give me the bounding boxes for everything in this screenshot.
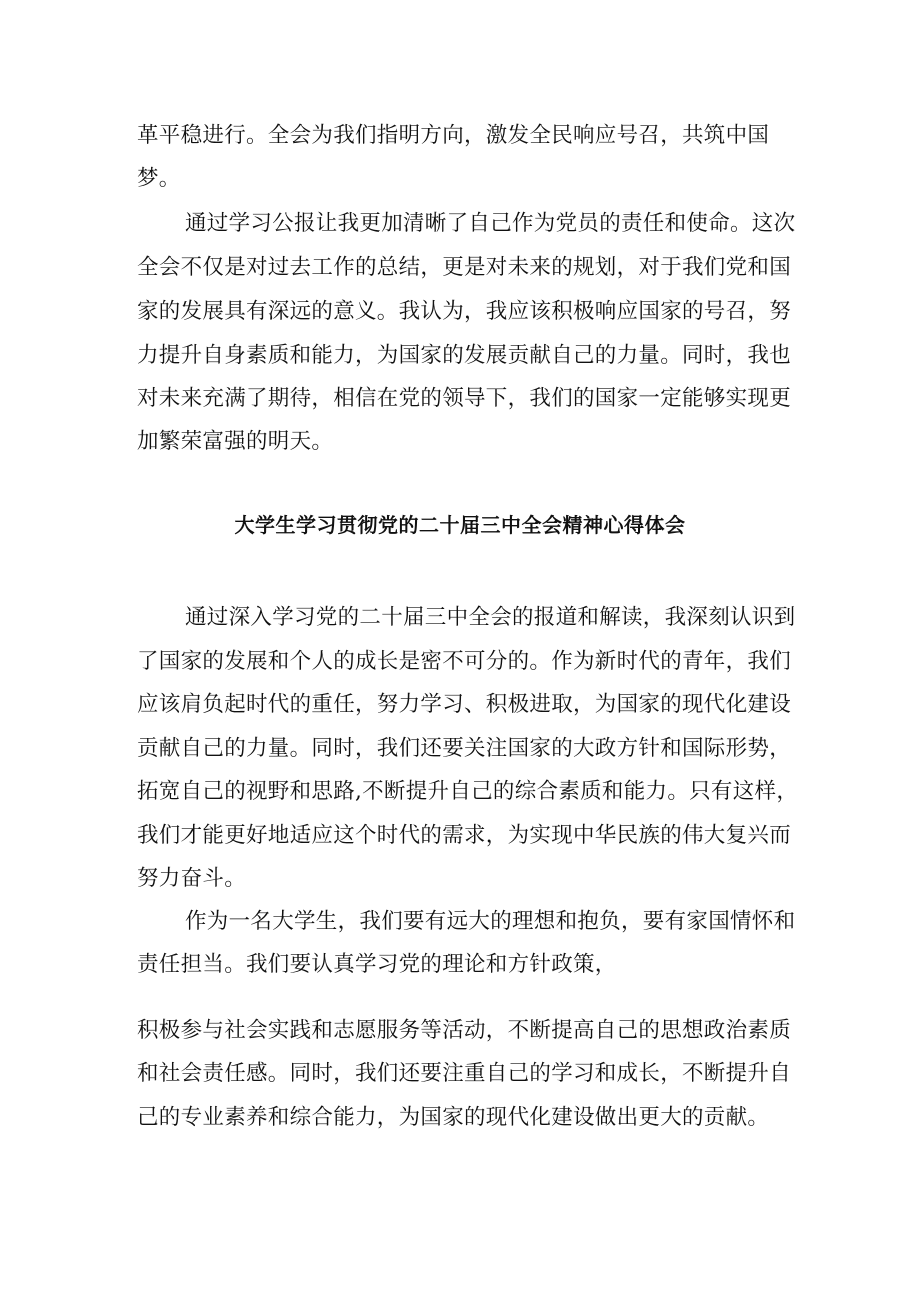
- paragraph-line: 加繁荣富强的明天。: [137, 429, 334, 454]
- paragraph-line: 应该肩负起时代的重任，努力学习、积极进取，为国家的现代化建设: [137, 692, 792, 717]
- paragraph-line: 对未来充满了期待，相信在党的领导下，我们的国家一定能够实现更: [137, 386, 792, 411]
- paragraph-line: 己的专业素养和综合能力，为国家的现代化建设做出更大的贡献。: [137, 1105, 770, 1130]
- paragraph-line: 和社会责任感。同时，我们还要注重自己的学习和成长，不断提升自: [137, 1061, 792, 1086]
- paragraph-line: 力提升自身素质和能力，为国家的发展贡献自己的力量。同时，我也: [137, 343, 792, 368]
- paragraph-line: 我们才能更好地适应这个时代的需求，为实现中华民族的伟大复兴而: [137, 823, 792, 848]
- paragraph-line: 拓宽自己的视野和思路,不断提升自己的综合素质和能力。只有这样，: [137, 779, 799, 804]
- paragraph-line: 作为一名大学生，我们要有远大的理想和抱负，要有家国情怀和: [185, 909, 796, 934]
- paragraph-line: 通过深入学习党的二十届三中全会的报道和解读，我深刻认识到: [185, 605, 796, 630]
- paragraph-line: 革平稳进行。全会为我们指明方向，激发全民响应号召，共筑中国: [137, 123, 770, 148]
- paragraph-line: 贡献自己的力量。同时，我们还要关注国家的大政方针和国际形势，: [137, 736, 792, 761]
- section-heading: 大学生学习贯彻党的二十届三中全会精神心得体会: [234, 513, 686, 537]
- paragraph-line: 积极参与社会实践和志愿服务等活动，不断提高自己的思想政治素质: [137, 1018, 792, 1043]
- paragraph-line: 梦。: [137, 166, 181, 191]
- paragraph-line: 努力奋斗。: [137, 866, 247, 891]
- paragraph-line: 责任担当。我们要认真学习党的理论和方针政策，: [137, 952, 617, 977]
- paragraph-line: 家的发展具有深远的意义。我认为，我应该积极响应国家的号召，努: [137, 299, 792, 324]
- paragraph-line: 通过学习公报让我更加清晰了自己作为党员的责任和使命。这次: [185, 211, 796, 236]
- paragraph-line: 全会不仅是对过去工作的总结，更是对未来的规划，对于我们党和国: [137, 255, 792, 280]
- paragraph-line: 了国家的发展和个人的成长是密不可分的。作为新时代的青年，我们: [137, 649, 792, 674]
